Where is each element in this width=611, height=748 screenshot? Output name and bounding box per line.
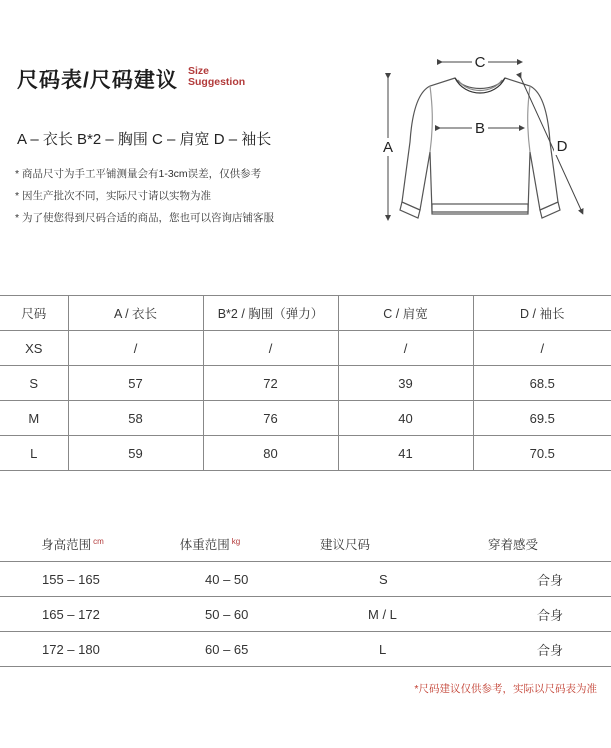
table-row <box>0 632 611 667</box>
table-cell: 76 <box>203 401 338 436</box>
sweater-diagram <box>370 42 590 232</box>
table-cell: 58 <box>68 401 203 436</box>
table-cell: / <box>338 331 473 366</box>
table-cell: M <box>0 401 68 436</box>
table-cell: 155 – 165 <box>0 562 145 597</box>
footnote: *尺码建议仅供参考，实际以尺码表为准 <box>414 683 597 695</box>
subtitle-line-1: Size <box>188 65 210 77</box>
size-table <box>0 295 611 471</box>
subtitle-line-2: Suggestion <box>188 76 246 88</box>
table-cell: L <box>0 436 68 471</box>
table-cell: 40 – 50 <box>145 562 275 597</box>
size-recommendation-table <box>0 527 611 667</box>
table-row <box>0 597 611 632</box>
table-cell: 72 <box>203 366 338 401</box>
table-cell: 69.5 <box>473 401 611 436</box>
table-cell: XS <box>0 331 68 366</box>
table-cell: 172 – 180 <box>0 632 145 667</box>
diagram-label-b: B <box>474 120 486 137</box>
table-row <box>0 366 611 401</box>
table-cell: S <box>0 366 68 401</box>
size-table-header <box>0 296 611 331</box>
note-2: * 因生产批次不同，实际尺寸请以实物为准 <box>15 190 212 202</box>
diagram-label-a: A <box>382 139 394 156</box>
rec-table-header <box>0 527 611 562</box>
rec-header-height: 身高范围 $^{cm}$ <box>0 527 145 562</box>
table-cell: 合身 <box>415 597 611 632</box>
table-cell: 60 – 65 <box>145 632 275 667</box>
page-title: 尺码表/尺码建议 <box>17 69 178 92</box>
note-1: * 商品尺寸为手工平铺测量会有1-3cm误差，仅供参考 <box>15 168 262 180</box>
size-header-size: 尺码 <box>0 296 68 331</box>
diagram-label-d: D <box>556 138 568 155</box>
table-cell: L <box>275 632 415 667</box>
table-cell: 165 – 172 <box>0 597 145 632</box>
table-row <box>0 401 611 436</box>
unit-kg: kg <box>231 536 241 546</box>
diagram-label-c: C <box>474 54 486 71</box>
table-cell: 50 – 60 <box>145 597 275 632</box>
table-cell: 80 <box>203 436 338 471</box>
measurement-legend: A – 衣长 B*2 – 胸围 C – 肩宽 D – 袖长 <box>17 131 272 148</box>
rec-header-weight: 体重范围 $^{kg}$ <box>145 527 275 562</box>
table-cell: 59 <box>68 436 203 471</box>
table-cell: / <box>68 331 203 366</box>
table-cell: S <box>275 562 415 597</box>
size-header-d: D / 袖长 <box>473 296 611 331</box>
table-row <box>0 436 611 471</box>
table-cell: 40 <box>338 401 473 436</box>
table-cell: 39 <box>338 366 473 401</box>
table-row <box>0 331 611 366</box>
size-header-b: B*2 / 胸围（弹力） <box>203 296 338 331</box>
table-cell: 合身 <box>415 632 611 667</box>
table-row <box>0 562 611 597</box>
unit-cm: cm <box>93 536 104 546</box>
size-header-c: C / 肩宽 <box>338 296 473 331</box>
notes-list <box>15 167 274 233</box>
page-subtitle <box>188 66 245 88</box>
table-cell: / <box>203 331 338 366</box>
table-cell: 57 <box>68 366 203 401</box>
table-cell: 68.5 <box>473 366 611 401</box>
table-cell: M / L <box>275 597 415 632</box>
table-cell: 41 <box>338 436 473 471</box>
rec-header-size: 建议尺码 <box>275 527 415 562</box>
note-3: * 为了使您得到尺码合适的商品，您也可以咨询店铺客服 <box>15 212 275 224</box>
rec-header-fit: 穿着感受 <box>415 527 611 562</box>
table-cell: / <box>473 331 611 366</box>
table-cell: 合身 <box>415 562 611 597</box>
table-cell: 70.5 <box>473 436 611 471</box>
size-header-a: A / 衣长 <box>68 296 203 331</box>
